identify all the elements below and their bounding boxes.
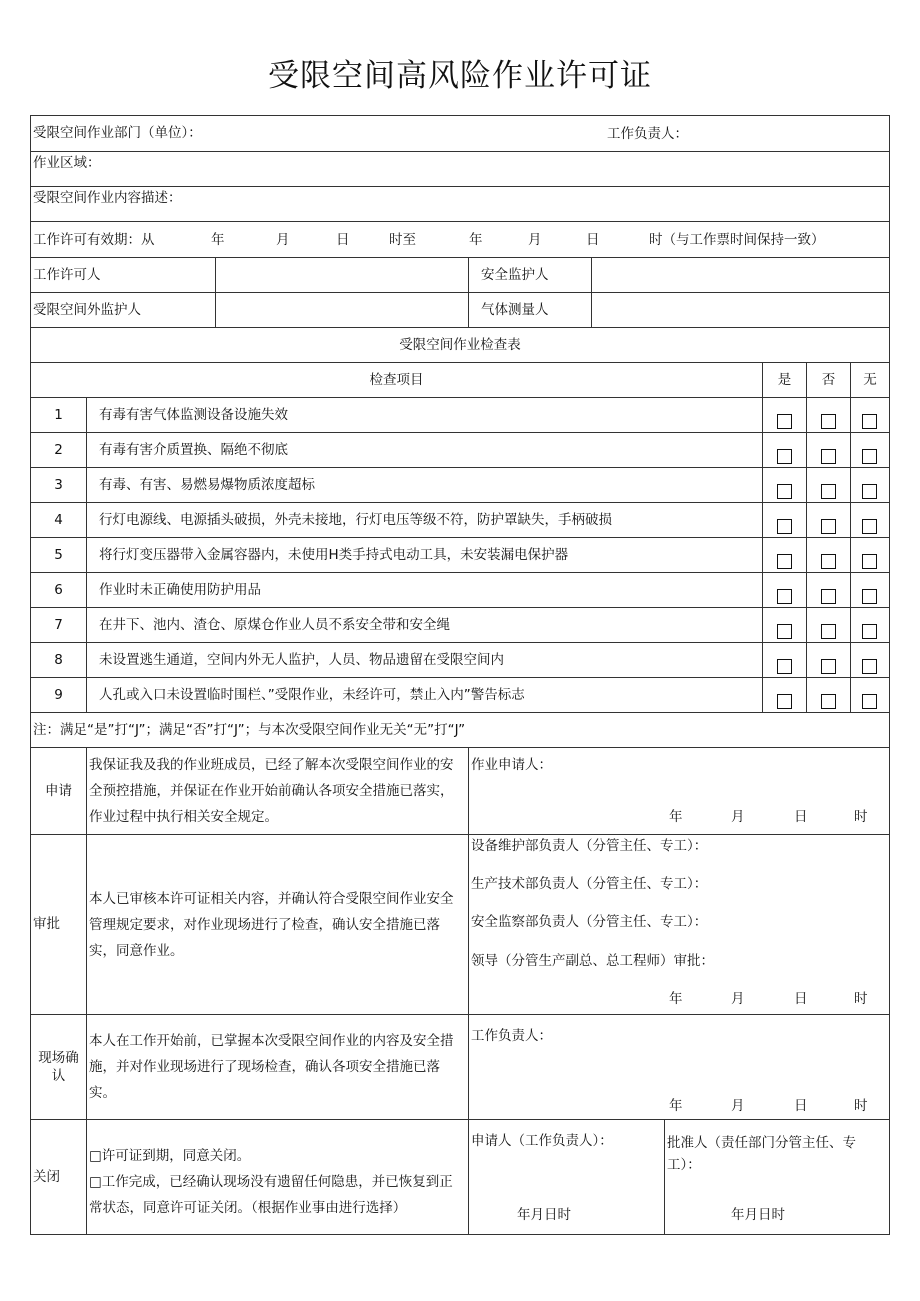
approve-label: 审批 [31, 835, 87, 1015]
checkbox-yes[interactable] [777, 449, 792, 464]
item-number: 8 [31, 643, 87, 678]
checkbox-yes[interactable] [777, 414, 792, 429]
dept-label: 受限空间作业部门（单位）： [33, 125, 202, 142]
checkbox-na[interactable] [862, 554, 877, 569]
date-hour: 时 [854, 809, 868, 825]
checkbox-yes[interactable] [777, 694, 792, 709]
col-na: 无 [851, 363, 890, 398]
item-text: 人孔或入口未设置临时围栏、”受限作业，未经许可，禁止入内”警告标志 [87, 678, 763, 713]
date-month: 月 [731, 1098, 745, 1114]
apply-text: 我保证我及我的作业班成员，已经了解本次受限空间作业的安全预控措施，并保证在作业开始前确认各项安全措施已落实，作业过程中执行相关安全规定。 [87, 748, 469, 835]
gas-tester-label: 气体测量人 [469, 293, 592, 328]
validity-year-2: 年 [469, 232, 483, 248]
checklist-row [31, 678, 890, 713]
close-option-expired[interactable]: □许可证到期，同意关闭。 [89, 1148, 251, 1164]
close-label: 关闭 [31, 1120, 87, 1235]
confirm-sign-cell[interactable] [469, 1015, 890, 1120]
date-hour: 时 [854, 1098, 868, 1114]
outside-guard-label: 受限空间外监护人 [31, 293, 216, 328]
permit-form [30, 115, 890, 1235]
item-number: 6 [31, 573, 87, 608]
item-number: 1 [31, 398, 87, 433]
checkbox-na[interactable] [862, 624, 877, 639]
permitter-label: 工作许可人 [31, 258, 216, 293]
checkbox-no[interactable] [821, 694, 836, 709]
validity-suffix: 时（与工作票时间保持一致） [649, 232, 825, 248]
checklist-note: 注：满足“是”打“J”；满足“否”打“J”；与本次受限空间作业无关“无”打“J” [31, 713, 890, 748]
item-number: 3 [31, 468, 87, 503]
safety-guard-field[interactable] [592, 258, 890, 293]
checkbox-yes[interactable] [777, 624, 792, 639]
area-field[interactable] [31, 152, 890, 187]
validity-row[interactable] [31, 222, 890, 258]
date-hour: 时 [854, 991, 868, 1007]
item-text: 作业时未正确使用防护用品 [87, 573, 763, 608]
validity-day: 日 [336, 232, 350, 248]
close-approver-date: 年月日时 [731, 1207, 785, 1223]
checkbox-na[interactable] [862, 694, 877, 709]
checklist-row [31, 573, 890, 608]
item-number: 5 [31, 538, 87, 573]
validity-month: 月 [276, 232, 290, 248]
checkbox-yes[interactable] [777, 659, 792, 674]
item-number: 7 [31, 608, 87, 643]
approve-sign-cell[interactable] [469, 835, 890, 1015]
apply-sign-cell[interactable] [469, 748, 890, 835]
item-text: 有毒有害介质置换、隔绝不彻底 [87, 433, 763, 468]
applicant-label: 作业申请人： [471, 757, 552, 773]
item-text: 有毒有害气体监测设备设施失效 [87, 398, 763, 433]
validity-day-2: 日 [586, 232, 600, 248]
checkbox-na[interactable] [862, 659, 877, 674]
checklist-row [31, 503, 890, 538]
checkbox-no[interactable] [821, 519, 836, 534]
checkbox-no[interactable] [821, 449, 836, 464]
validity-year: 年 [211, 232, 225, 248]
validity-prefix: 工作许可有效期：从 [33, 232, 155, 248]
date-month: 月 [731, 809, 745, 825]
checkbox-no[interactable] [821, 414, 836, 429]
checkbox-no[interactable] [821, 624, 836, 639]
checkbox-na[interactable] [862, 484, 877, 499]
item-text: 将行灯变压器带入金属容器内，未使用H类手持式电动工具，未安装漏电保护器 [87, 538, 763, 573]
col-yes: 是 [763, 363, 807, 398]
checkbox-yes[interactable] [777, 519, 792, 534]
item-text: 有毒、有害、易燃易爆物质浓度超标 [87, 468, 763, 503]
item-number: 4 [31, 503, 87, 538]
item-text: 未设置逃生通道，空间内外无人监护，人员、物品遗留在受限空间内 [87, 643, 763, 678]
checkbox-na[interactable] [862, 449, 877, 464]
leader-label: 工作负责人： [607, 126, 688, 142]
checklist-row [31, 643, 890, 678]
checklist-row [31, 433, 890, 468]
checkbox-no[interactable] [821, 589, 836, 604]
confirm-label: 现场确认 [31, 1015, 87, 1120]
checklist-row [31, 398, 890, 433]
date-day: 日 [794, 991, 808, 1007]
checkbox-na[interactable] [862, 414, 877, 429]
date-month: 月 [731, 991, 745, 1007]
validity-month-2: 月 [528, 232, 542, 248]
checkbox-no[interactable] [821, 484, 836, 499]
date-year: 年 [669, 809, 683, 825]
col-item: 检查项目 [31, 363, 763, 398]
close-approver-label: 批准人（责任部门分管主任、专工）： [667, 1135, 856, 1173]
safety-guard-label: 安全监护人 [469, 258, 592, 293]
checkbox-no[interactable] [821, 554, 836, 569]
checkbox-na[interactable] [862, 589, 877, 604]
checklist-row [31, 608, 890, 643]
gas-tester-field[interactable] [592, 293, 890, 328]
checklist-title: 受限空间作业检查表 [31, 328, 890, 363]
signer-maintenance: 设备维护部负责人（分管主任、专工）： [471, 838, 708, 854]
outside-guard-field[interactable] [216, 293, 469, 328]
item-number: 9 [31, 678, 87, 713]
item-number: 2 [31, 433, 87, 468]
checklist-row [31, 538, 890, 573]
signer-safety: 安全监察部负责人（分管主任、专工）： [471, 914, 708, 930]
checkbox-na[interactable] [862, 519, 877, 534]
col-no: 否 [807, 363, 851, 398]
checkbox-yes[interactable] [777, 589, 792, 604]
apply-label: 申请 [31, 748, 87, 835]
checkbox-no[interactable] [821, 659, 836, 674]
item-text: 在井下、池内、渣仓、原煤仓作业人员不系安全带和安全绳 [87, 608, 763, 643]
validity-hour-to: 时至 [389, 232, 416, 248]
checkbox-yes[interactable] [777, 554, 792, 569]
permitter-field[interactable] [216, 258, 469, 293]
signer-leader: 领导（分管生产副总、总工程师）审批： [471, 953, 714, 969]
confirm-text: 本人在工作开始前，已掌握本次受限空间作业的内容及安全措施，并对作业现场进行了现场检查，确认各项安全措施已落实。 [87, 1015, 469, 1120]
page-title: 受限空间高风险作业许可证 [268, 58, 652, 94]
desc-label: 受限空间作业内容描述： [33, 190, 182, 206]
signer-production: 生产技术部负责人（分管主任、专工）： [471, 876, 708, 892]
date-year: 年 [669, 991, 683, 1007]
dept-row[interactable] [31, 116, 890, 152]
desc-field[interactable] [31, 187, 890, 222]
approve-text: 本人已审核本许可证相关内容，并确认符合受限空间作业安全管理规定要求，对作业现场进行了检查，确认安全措施已落实，同意作业。 [87, 835, 469, 1015]
checkbox-yes[interactable] [777, 484, 792, 499]
checklist-row [31, 468, 890, 503]
close-applicant-label: 申请人（工作负责人）： [471, 1133, 613, 1149]
date-day: 日 [794, 1098, 808, 1114]
date-year: 年 [669, 1098, 683, 1114]
item-text: 行灯电源线、电源插头破损，外壳未接地，行灯电压等级不符，防护罩缺失，手柄破损 [87, 503, 763, 538]
close-option-complete[interactable]: □工作完成，已经确认现场没有遗留任何隐患，并已恢复到正常状态，同意许可证关闭。（根据作业事由进行选择） [89, 1174, 453, 1216]
close-applicant-date: 年月日时 [517, 1207, 571, 1223]
area-label: 作业区域： [33, 155, 101, 171]
confirm-leader-label: 工作负责人： [471, 1028, 552, 1044]
date-day: 日 [794, 809, 808, 825]
close-sign-cell[interactable] [469, 1120, 890, 1235]
